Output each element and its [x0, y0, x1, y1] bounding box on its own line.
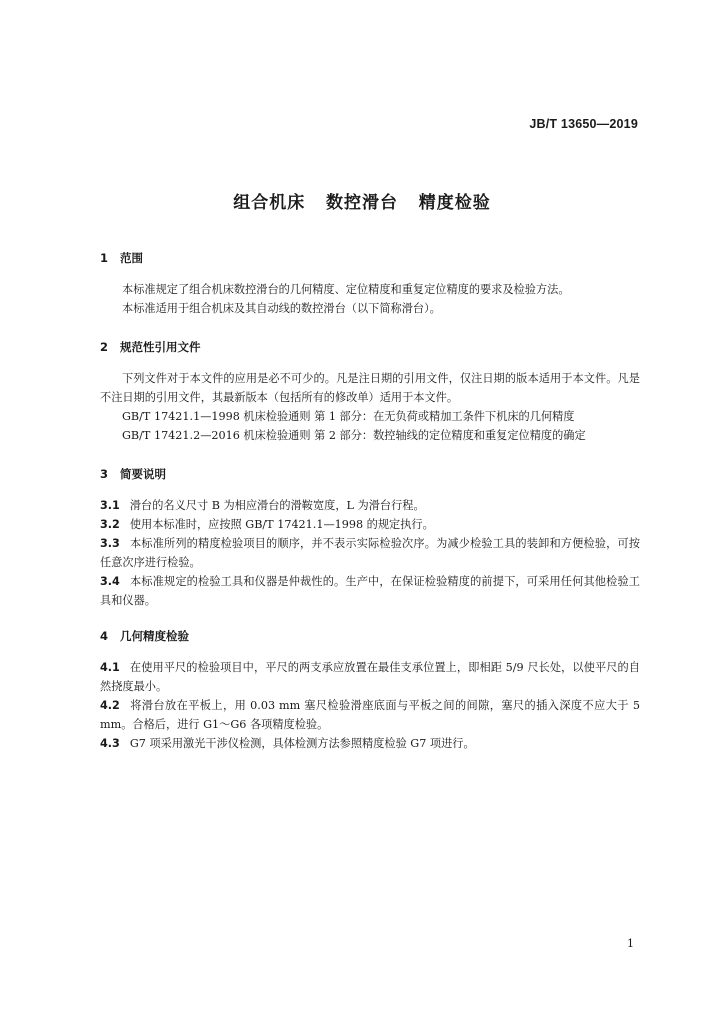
clause: [100, 658, 640, 696]
section-number: 4: [100, 629, 109, 643]
clause-number: 3.3: [100, 537, 120, 550]
clause-text: 本标准所列的精度检验项目的顺序，并不表示实际检验次序。为减少检验工具的装卸和方便检验，可按任意次序进行检验。: [100, 537, 640, 569]
section-title: 几何精度检验: [120, 629, 189, 643]
clause: [100, 734, 640, 753]
reference-item: GB/T 17421.1—1998 机床检验通则 第 1 部分：在无负荷或精加工条件下机床的几何精度: [122, 410, 575, 423]
section-title: 范围: [120, 251, 143, 265]
paragraph: 本标准适用于组合机床及其自动线的数控滑台（以下简称滑台）。: [122, 302, 441, 315]
reference-item: GB/T 17421.2—2016 机床检验通则 第 2 部分：数控轴线的定位精度和重复定位精度的确定: [122, 429, 586, 442]
clause-number: 3.4: [100, 575, 120, 588]
section-heading-2: [100, 339, 201, 355]
section-title: 规范性引用文件: [120, 340, 201, 354]
clause: [100, 696, 640, 734]
paragraph: 下列文件对于本文件的应用是必不可少的。凡是注日期的引用文件，仅注日期的版本适用于本文件。凡是不注日期的引用文件，其最新版本（包括所有的修改单）适用于本文件。: [100, 372, 640, 404]
section-heading-4: [100, 628, 189, 644]
paragraph: 本标准规定了组合机床数控滑台的几何精度、定位精度和重复定位精度的要求及检验方法。: [122, 283, 570, 296]
clause-text: 将滑台放在平板上，用 0.03 mm 塞尺检验滑座底面与平板之间的间隙，塞尺的插入深度不应大于 5 mm。合格后，进行 G1～G6 各项精度检验。: [100, 699, 640, 731]
clause: [100, 572, 640, 610]
clause: [100, 496, 640, 515]
clause-number: 4.3: [100, 737, 120, 750]
document-code: JB/T 13650—2019: [529, 117, 638, 131]
clause-text: 滑台的名义尺寸 B 为相应滑台的滑鞍宽度，L 为滑台行程。: [129, 499, 425, 512]
clause-number: 4.1: [100, 661, 120, 674]
clause: [100, 534, 640, 572]
clause-number: 3.1: [100, 499, 120, 512]
clause-number: 3.2: [100, 518, 120, 531]
section-number: 3: [100, 467, 109, 481]
clause-text: G7 项采用激光干涉仪检测，具体检测方法参照精度检验 G7 项进行。: [129, 737, 475, 750]
page-number: 1: [627, 937, 634, 950]
section-title: 简要说明: [120, 467, 166, 481]
section-heading-3: [100, 466, 166, 482]
section-number: 2: [100, 340, 109, 354]
clause-number: 4.2: [100, 699, 120, 712]
section-number: 1: [100, 251, 109, 265]
document-title: 组合机床 数控滑台 精度检验: [233, 193, 491, 213]
clause-text: 在使用平尺的检验项目中，平尺的两支承应放置在最佳支承位置上，即相距 5/9 尺长处，以使平尺的自然挠度最小。: [100, 661, 640, 693]
clause-text: 使用本标准时，应按照 GB/T 17421.1—1998 的规定执行。: [129, 518, 434, 531]
section-heading-1: [100, 250, 143, 266]
clause-text: 本标准规定的检验工具和仪器是仲裁性的。生产中，在保证检验精度的前提下，可采用任何其他检验工具和仪器。: [100, 575, 640, 607]
clause: [100, 515, 640, 534]
